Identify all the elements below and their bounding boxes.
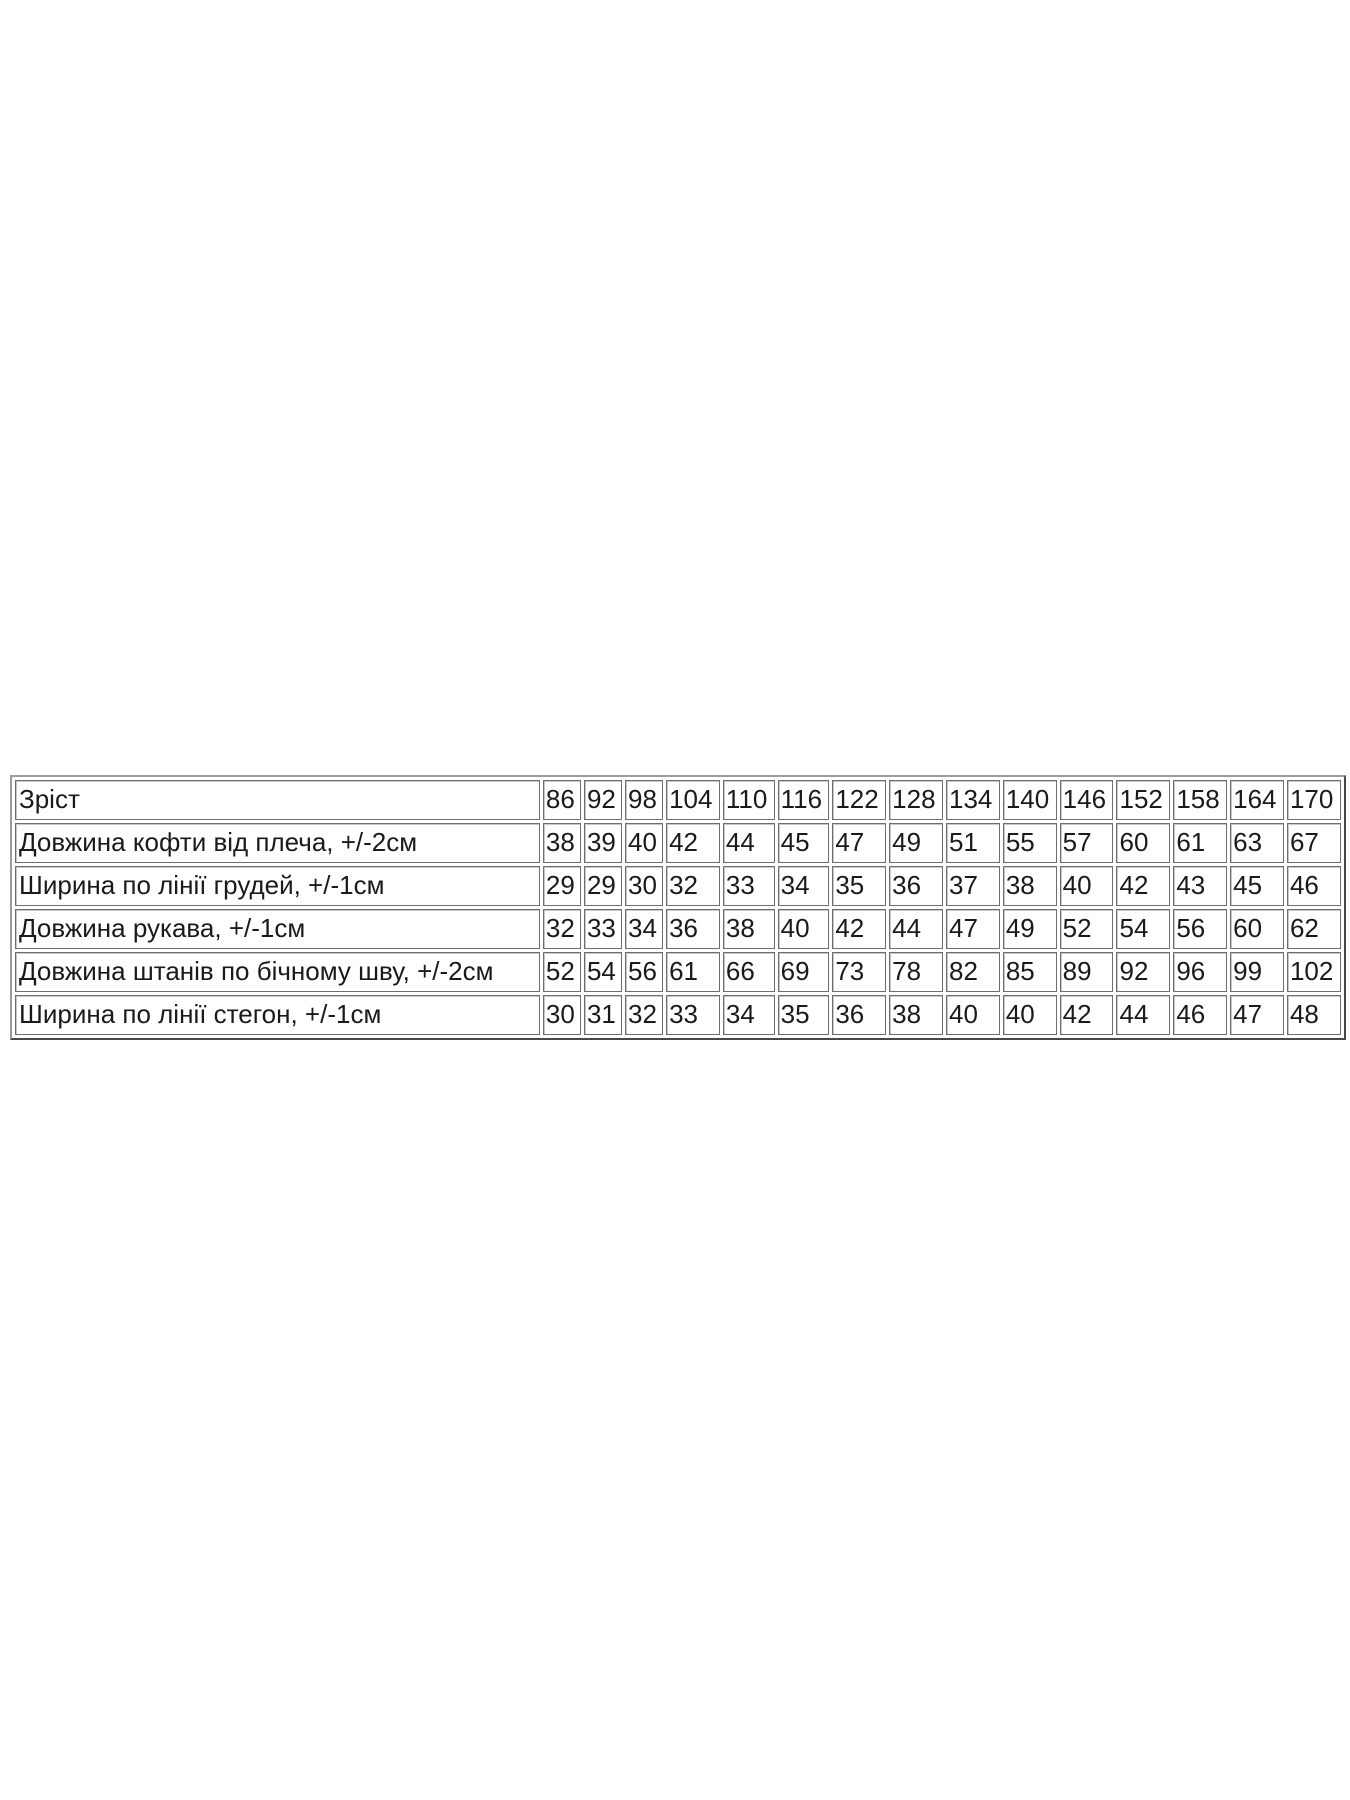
table-cell: 56 (625, 952, 663, 992)
table-cell: 86 (543, 780, 581, 820)
table-cell: 55 (1003, 823, 1057, 863)
table-row (15, 823, 1341, 863)
table-cell: 61 (666, 952, 720, 992)
table-cell: 52 (543, 952, 581, 992)
row-label: Довжина кофти від плеча, +/-2см (15, 823, 540, 863)
table-cell: 35 (832, 866, 886, 906)
row-label: Довжина штанів по бічному шву, +/-2см (15, 952, 540, 992)
table-cell: 52 (1060, 909, 1114, 949)
table-cell: 29 (584, 866, 622, 906)
table-cell: 158 (1173, 780, 1227, 820)
size-chart-body (15, 780, 1341, 1035)
table-cell: 36 (832, 995, 886, 1035)
table-cell: 102 (1287, 952, 1341, 992)
table-cell: 60 (1116, 823, 1170, 863)
table-cell: 38 (889, 995, 943, 1035)
table-cell: 36 (889, 866, 943, 906)
table-cell: 33 (723, 866, 775, 906)
table-cell: 47 (1230, 995, 1284, 1035)
table-row (15, 909, 1341, 949)
table-cell: 40 (1060, 866, 1114, 906)
table-cell: 99 (1230, 952, 1284, 992)
row-label: Зріст (15, 780, 540, 820)
table-cell: 116 (778, 780, 830, 820)
table-cell: 122 (832, 780, 886, 820)
table-cell: 40 (778, 909, 830, 949)
table-cell: 43 (1173, 866, 1227, 906)
table-cell: 104 (666, 780, 720, 820)
table-cell: 42 (1060, 995, 1114, 1035)
table-row (15, 952, 1341, 992)
table-cell: 78 (889, 952, 943, 992)
table-cell: 35 (778, 995, 830, 1035)
table-cell: 61 (1173, 823, 1227, 863)
table-cell: 36 (666, 909, 720, 949)
table-cell: 49 (889, 823, 943, 863)
table-cell: 29 (543, 866, 581, 906)
table-cell: 45 (1230, 866, 1284, 906)
row-label: Довжина рукава, +/-1см (15, 909, 540, 949)
table-cell: 37 (946, 866, 1000, 906)
table-cell: 92 (584, 780, 622, 820)
table-cell: 110 (723, 780, 775, 820)
table-cell: 46 (1173, 995, 1227, 1035)
table-cell: 96 (1173, 952, 1227, 992)
table-cell: 69 (778, 952, 830, 992)
table-cell: 92 (1116, 952, 1170, 992)
table-cell: 30 (625, 866, 663, 906)
table-cell: 44 (723, 823, 775, 863)
table-cell: 57 (1060, 823, 1114, 863)
table-cell: 60 (1230, 909, 1284, 949)
table-cell: 34 (625, 909, 663, 949)
table-cell: 49 (1003, 909, 1057, 949)
table-cell: 44 (889, 909, 943, 949)
table-cell: 62 (1287, 909, 1341, 949)
table-cell: 34 (778, 866, 830, 906)
table-cell: 40 (946, 995, 1000, 1035)
table-cell: 66 (723, 952, 775, 992)
table-cell: 48 (1287, 995, 1341, 1035)
table-row (15, 995, 1341, 1035)
table-cell: 33 (666, 995, 720, 1035)
size-chart-container (10, 775, 1346, 1040)
table-cell: 38 (1003, 866, 1057, 906)
table-cell: 30 (543, 995, 581, 1035)
table-cell: 63 (1230, 823, 1284, 863)
table-cell: 40 (1003, 995, 1057, 1035)
table-cell: 85 (1003, 952, 1057, 992)
table-cell: 39 (584, 823, 622, 863)
table-cell: 44 (1116, 995, 1170, 1035)
table-cell: 32 (543, 909, 581, 949)
table-cell: 40 (625, 823, 663, 863)
table-cell: 170 (1287, 780, 1341, 820)
table-cell: 38 (543, 823, 581, 863)
table-cell: 152 (1116, 780, 1170, 820)
table-cell: 54 (584, 952, 622, 992)
table-cell: 98 (625, 780, 663, 820)
table-cell: 89 (1060, 952, 1114, 992)
table-cell: 56 (1173, 909, 1227, 949)
table-cell: 134 (946, 780, 1000, 820)
table-cell: 140 (1003, 780, 1057, 820)
table-cell: 46 (1287, 866, 1341, 906)
row-label: Ширина по лінії стегон, +/-1см (15, 995, 540, 1035)
table-cell: 51 (946, 823, 1000, 863)
table-cell: 73 (832, 952, 886, 992)
table-cell: 164 (1230, 780, 1284, 820)
table-cell: 47 (832, 823, 886, 863)
table-row (15, 866, 1341, 906)
row-label: Ширина по лінії грудей, +/-1см (15, 866, 540, 906)
table-cell: 42 (832, 909, 886, 949)
table-cell: 31 (584, 995, 622, 1035)
header-row-height (15, 780, 1341, 820)
table-cell: 146 (1060, 780, 1114, 820)
table-cell: 32 (666, 866, 720, 906)
table-cell: 42 (666, 823, 720, 863)
table-cell: 54 (1116, 909, 1170, 949)
table-cell: 45 (778, 823, 830, 863)
table-cell: 32 (625, 995, 663, 1035)
table-cell: 42 (1116, 866, 1170, 906)
table-cell: 38 (723, 909, 775, 949)
size-chart-table (10, 775, 1346, 1040)
table-cell: 67 (1287, 823, 1341, 863)
table-cell: 128 (889, 780, 943, 820)
table-cell: 82 (946, 952, 1000, 992)
table-cell: 47 (946, 909, 1000, 949)
table-cell: 34 (723, 995, 775, 1035)
table-cell: 33 (584, 909, 622, 949)
